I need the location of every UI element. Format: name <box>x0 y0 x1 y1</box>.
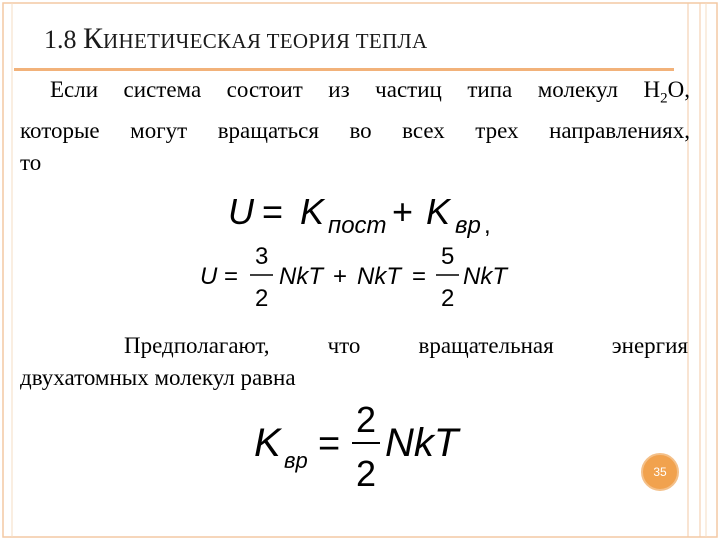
svg-text:3: 3 <box>255 243 269 270</box>
paragraph-intro-line2: которые могут вращаться во всех трех направлениях, <box>20 117 690 143</box>
title-initial: К <box>83 22 104 55</box>
svg-text:+: + <box>333 263 348 290</box>
svg-text:=: = <box>318 423 341 465</box>
svg-text:пост: пост <box>328 212 387 239</box>
svg-text:+: + <box>392 191 414 232</box>
equation-internal-energy <box>0 186 720 242</box>
svg-text:U: U <box>200 263 218 290</box>
svg-text:5: 5 <box>441 243 455 270</box>
title-number: 1.8 <box>44 25 77 54</box>
svg-text:K: K <box>426 191 451 232</box>
title-rest: ИНЕТИЧЕСКАЯ ТЕОРИЯ ТЕПЛА <box>103 29 428 53</box>
page-number-badge: 35 <box>641 453 679 491</box>
paragraph-intro-line3: то <box>20 149 42 175</box>
equation-rotational-energy <box>0 398 720 493</box>
title-underline <box>14 68 674 71</box>
svg-text:K: K <box>254 421 281 465</box>
svg-text:NkT: NkT <box>357 263 401 290</box>
svg-text:U: U <box>228 191 254 232</box>
svg-text:2: 2 <box>356 453 377 493</box>
paragraph-rotational <box>20 330 688 394</box>
svg-text:2: 2 <box>441 285 455 312</box>
svg-text:2: 2 <box>255 285 269 312</box>
equation-energy-sum <box>0 242 720 314</box>
paragraph-rotational-line2: двухатомных молекул равна <box>20 365 296 390</box>
svg-text:вр: вр <box>455 212 481 239</box>
svg-text:NkT: NkT <box>385 421 459 465</box>
paragraph-intro-line1: Если система состоит из частиц типа молекул $Н_2О$, <box>50 77 690 107</box>
svg-text:NkT: NkT <box>279 263 323 290</box>
paragraph-intro <box>20 74 690 179</box>
svg-text:вр: вр <box>284 448 308 473</box>
svg-text:=: = <box>412 263 427 290</box>
paragraph-rotational-line1: Предполагают, что вращательная энергия <box>124 333 688 358</box>
svg-text:2: 2 <box>356 399 377 440</box>
svg-text:=: = <box>262 191 284 232</box>
svg-text:NkT: NkT <box>463 263 507 290</box>
slide-title <box>44 22 427 56</box>
svg-text:K: K <box>300 191 325 232</box>
svg-text:=: = <box>224 263 239 290</box>
svg-text:,: , <box>484 212 491 239</box>
